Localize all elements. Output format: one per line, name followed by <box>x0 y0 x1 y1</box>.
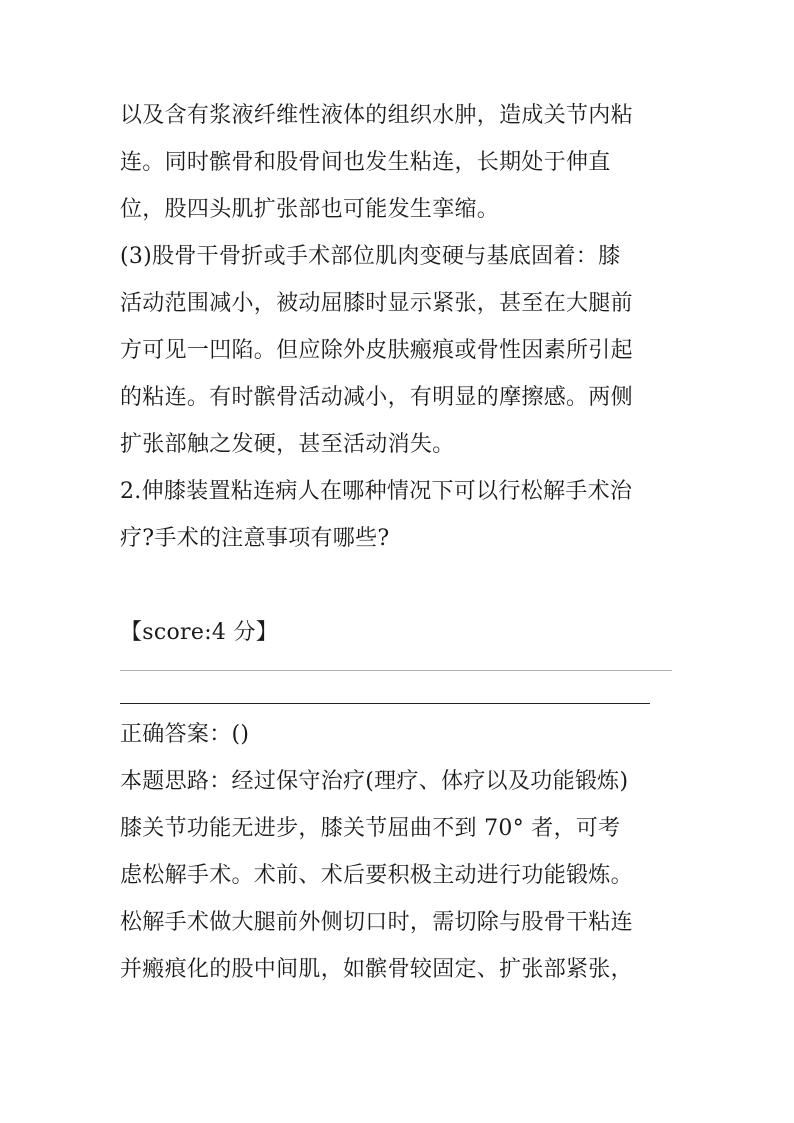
question-line: 疗?手术的注意事项有哪些? <box>120 526 390 551</box>
explanation-line: 本题思路：经过保守治疗(理疗、体疗以及功能锻炼) <box>120 769 629 794</box>
answer-section <box>120 711 676 993</box>
text-line: 连。同时髌骨和股骨间也发生粘连，长期处于伸直 <box>120 150 611 175</box>
spacer <box>120 562 676 609</box>
divider-line <box>120 670 672 671</box>
text-line: (3)股骨干骨折或手术部位肌肉变硬与基底固着：膝 <box>120 244 621 269</box>
underline-bar <box>120 703 650 704</box>
text-line: 方可见一凹陷。但应除外皮肤瘢痕或骨性因素所引起 <box>120 338 633 363</box>
text-line: 扩张部触之发硬，甚至活动消失。 <box>120 432 455 457</box>
explanation-line: 松解手术做大腿前外侧切口时，需切除与股骨干粘连 <box>120 910 633 935</box>
correct-answer-label: 正确答案：() <box>120 722 250 747</box>
question-line: 2.伸膝装置粘连病人在哪种情况下可以行松解手术治 <box>120 479 633 504</box>
score-label: 【score:4 分】 <box>120 620 279 645</box>
answer-underline <box>120 681 676 707</box>
document-page <box>120 92 676 993</box>
text-line: 活动范围减小，被动屈膝时显示紧张，甚至在大腿前 <box>120 291 633 316</box>
text-line: 以及含有浆液纤维性液体的组织水肿，造成关节内粘 <box>120 103 633 128</box>
explanation-line: 膝关节功能无进步，膝关节屈曲不到 70° 者，可考 <box>120 816 621 841</box>
explanation-line: 虑松解手术。术前、术后要积极主动进行功能锻炼。 <box>120 863 633 888</box>
text-line: 位，股四头肌扩张部也可能发生挛缩。 <box>120 197 500 222</box>
text-line: 的粘连。有时髌骨活动减小，有明显的摩擦感。两侧 <box>120 385 633 410</box>
explanation-line: 并瘢痕化的股中间肌，如髌骨较固定、扩张部紧张， <box>120 957 633 982</box>
